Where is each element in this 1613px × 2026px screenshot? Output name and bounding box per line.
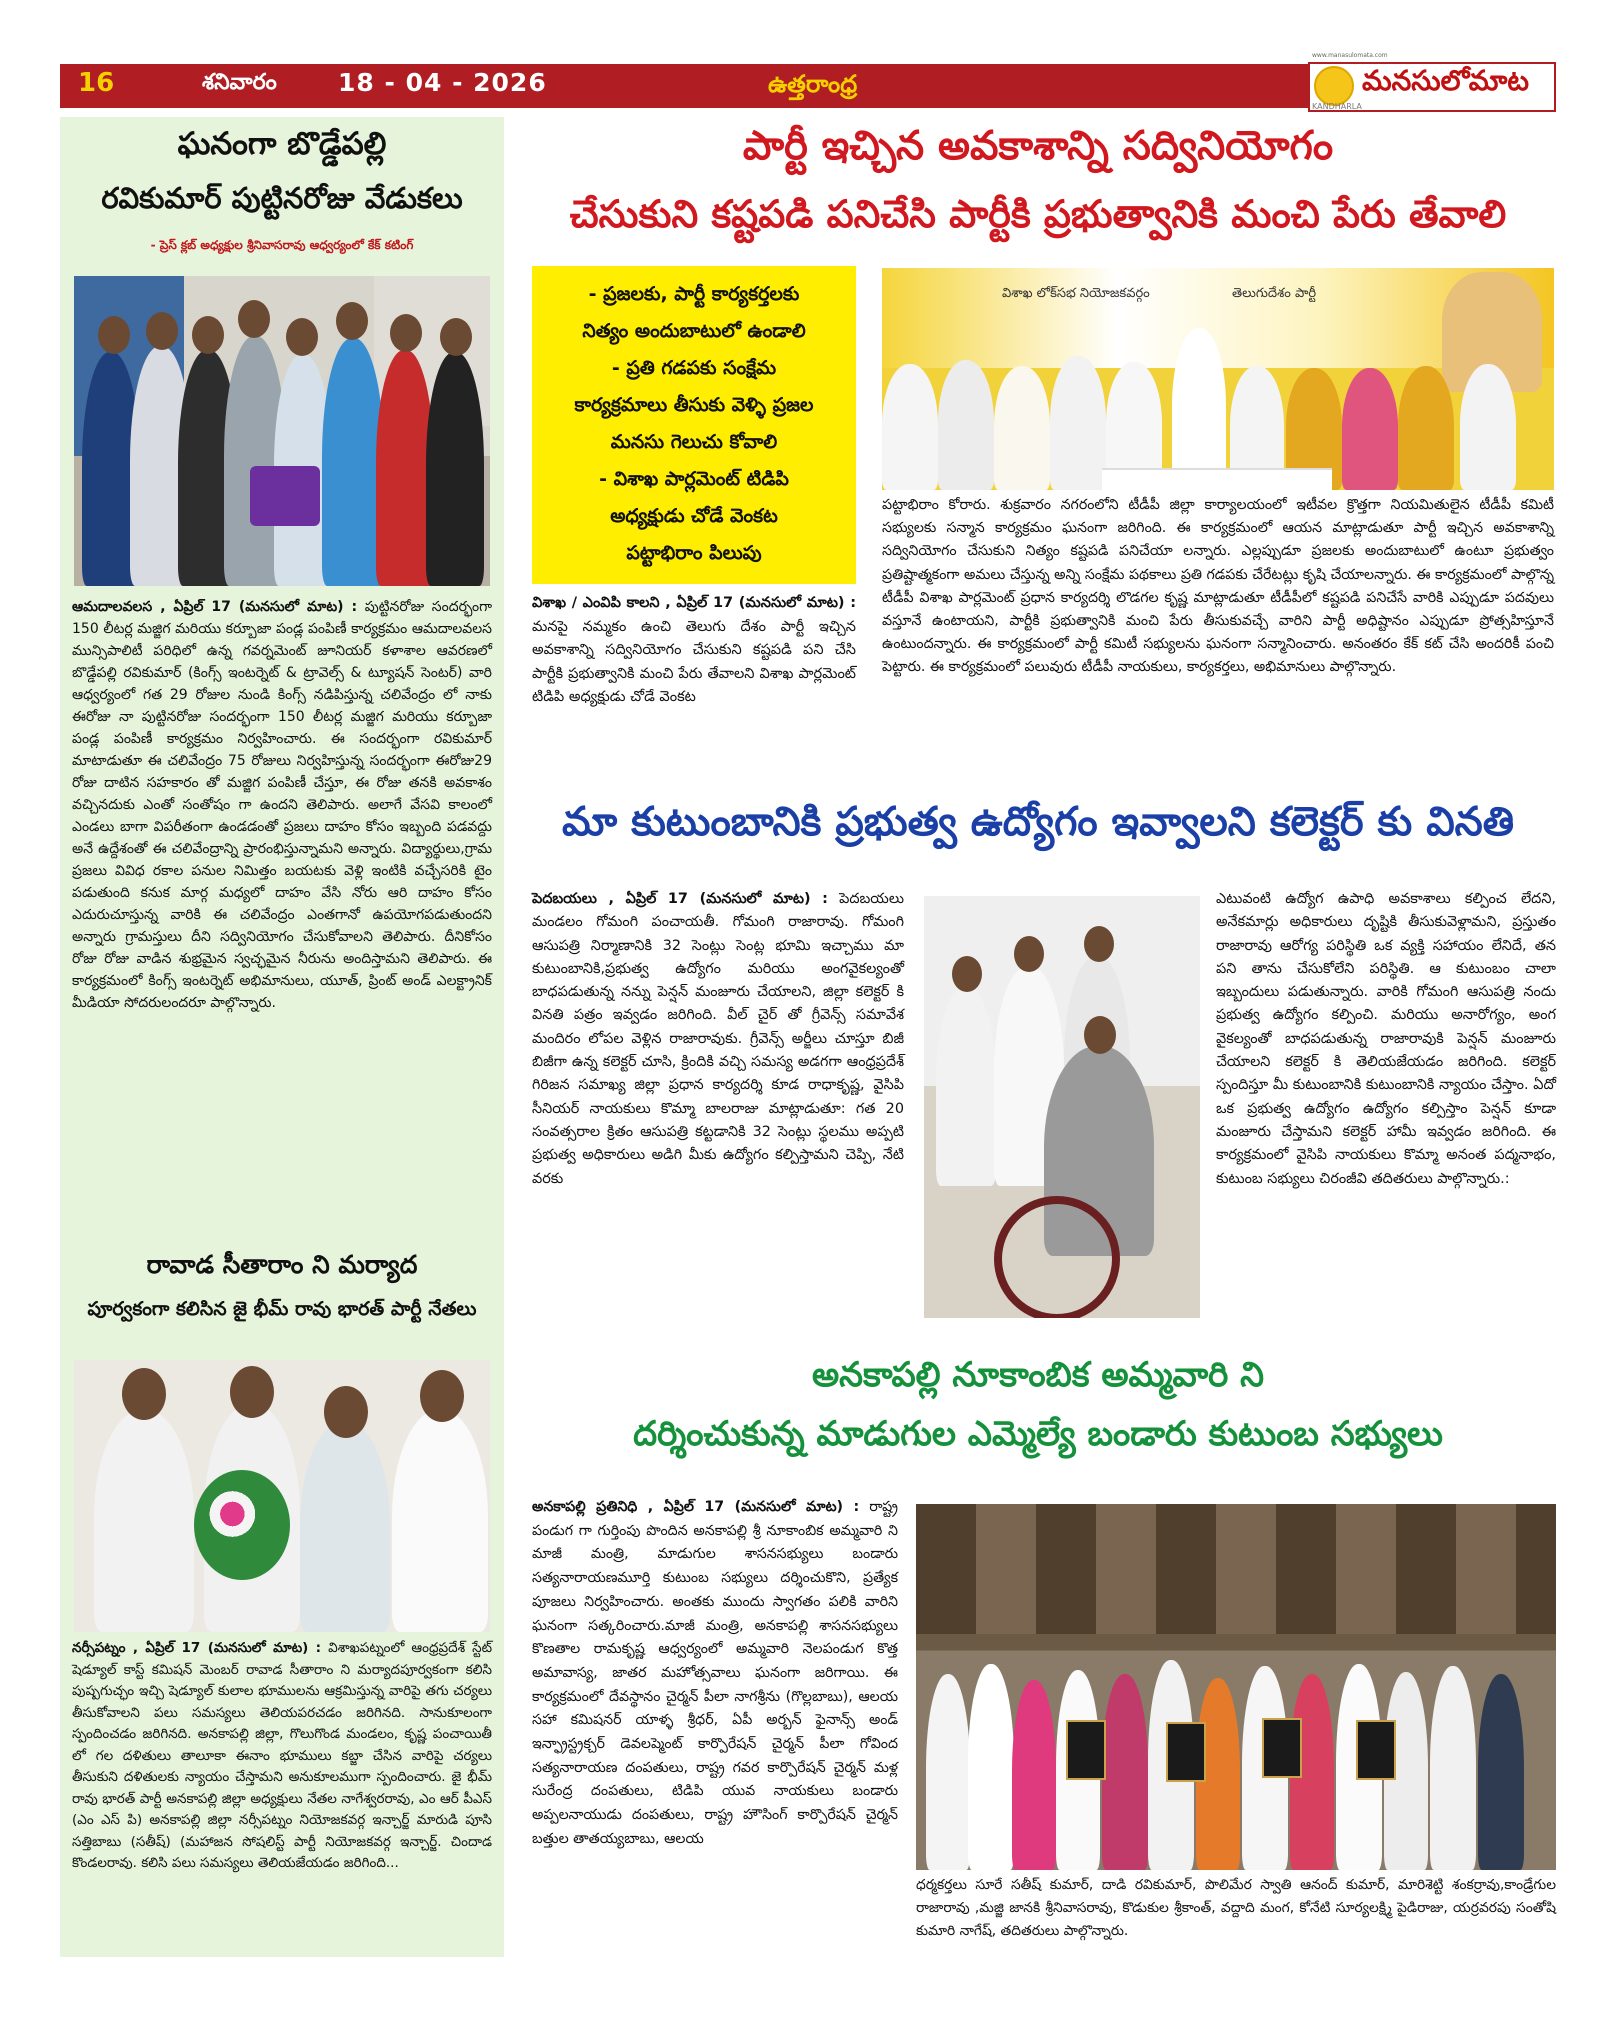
temple-photo-caption: ధర్మకర్తలు సూరే సతీష్ కుమార్, దాడి రవికుమార్, పొలిమేర స్వాతి ఆనంద్ కుమార్, మారిశెట్టి శంకర్రావు,కాండ్రేగుల రాజారావు ,మజ్జి జానకి శ్రీనివాసరావు, కొడుకుల శ్రీకాంత్, వద్దాది మంగ, కోనేటి సూర్యలక్ష్మి పైడిరాజు, యర్రవరపు సంతోషి కుమారి నాగేష్, తదితరులు పాల్గొన్నారు. [916,1877,1556,1939]
left-article2-dateline: నర్సీపట్నం , ఏప్రిల్ 17 (మనసులో మాట) : [72,1640,322,1656]
logo-portrait-icon [1314,66,1354,106]
tdp-highlight-line: - ప్రతి గడపకు సంక్షేమ [611,357,777,379]
tdp-headline-line2: చేసుకుని కష్టపడి పనిచేసి పార్టీకి ప్రభుత్వానికి మంచి పేరు తేవాలి [569,192,1507,236]
temple-body: రాష్ట్ర పండుగ గా గుర్తింపు పొందిన అనకాపల్లి శ్రీ నూకాంబిక అమ్మవారి ని మాజీ మంత్రి, మాడుగుల శాసనసభ్యులు బండారు సత్యనారాయణమూర్తి కుటుంబ సభ్యులు దర్శించుకొని, ప్రత్యేక పూజలు నిర్వహించారు. అంతకు ముందు స్వాగతం పలికి వారిని ఘనంగా సత్కరించారు.మాజీ మంత్రి, అనకాపల్లి శాసనసభ్యులు కొణతాల రామకృష్ణ ఆధ్వర్యంలో అమ్మవారి నెలపండుగ కొత్త అమావాస్య, జాతర మహోత్సవాలు ఘనంగా జరిగాయి. ఈ కార్యక్రమంలో దేవస్థానం చైర్మన్ పీలా నాగశ్రీను (గొల్లబాబు), ఆలయ సహా కమిషనర్ యాళ్ళ శ్రీధర్, ఏపీ అర్బన్ ఫైనాన్స్ అండ్ ఇన్ఫ్రాస్ట్రక్చర్ డెవలప్మెంట్ కార్పొరేషన్ చైర్మన్ పీలా గోవింద సత్యనారాయణ దంపతులు, రాష్ట్ర గవర కార్పొరేషన్ చైర్మన్ మళ్ల సురేంద్ర దంపతులు, టిడిపి యువ నాయకులు బండారు అప్పలనాయుడు దంపతులు, రాష్ట్ర హౌసింగ్ కార్పొరేషన్ చైర్మన్ బత్తుల తాతయ్యబాబు, ఆలయ [532,1499,898,1847]
tdp-left-body-wrapper [532,592,856,710]
logo-subtitle: KANDHARLA [1312,102,1362,111]
tdp-headline-line1: పార్టీ ఇచ్చిన అవకాశాన్ని సద్వినియోగం [742,123,1334,169]
job-body-left: పెదబయలు మండలం గోమంగి పంచాయతీ. గోమంగి రాజారావు. గోమంగి ఆసుపత్రి నిర్మాణానికి 32 సెంట్లు సెంట్ల భూమి ఇచ్చాము మా కుటుంబానికి,ప్రభుత్వ ఉద్యోగం మరియు అంగవైకల్యంతో బాధపడుతున్న నన్ను పెన్షన్ మంజూరు చేయాలని, జిల్లా కలెక్టర్ కి వినతి పత్రం ఇవ్వడం జరిగింది. వీల్ చైర్ తో గ్రీవెన్స్ సమావేశ మందిరం లోపల వెళ్లిన రాజారావుకు. గ్రీవెన్స్ అర్జీలు చూస్తూ బిజీ బిజీగా ఉన్న కలెక్టర్ చూసి, క్రిందికి వచ్చి సమస్య అడగగా ఆంధ్రప్రదేశ్ గిరిజన సమాఖ్య జిల్లా ప్రధాన కార్యదర్శి కూడ రాధాకృష్ణ, వైసిపి సీనియర్ నాయకులు కొమ్మా బాలరాజు మాట్లాడుతూ: గత 20 సంవత్సరాల క్రితం ఆసుపత్రి కట్టడానికి 32 సెంట్లు స్థలము అప్పటి ప్రభుత్వ అధికారులు అడిగి మీకు ఉద్యోగం కల్పిస్తామని చెప్పి, నేటి వరకు [532,891,904,1187]
left-article2-body-wrapper [72,1638,492,1875]
job-headline: మా కుటుంబానికి ప్రభుత్వ ఉద్యోగం ఇవ్వాలని కలెక్టర్ కు వినతి [562,799,1514,845]
temple-body-wrapper [532,1496,898,1852]
temple-headline-line2: దర్శించుకున్న మాడుగుల ఎమ్మెల్యే బండారు కుటుంబ సభ్యులు [633,1414,1443,1454]
left-article1-body-wrapper [72,596,492,1014]
tdp-highlight-line: పట్టాభిరాం పిలుపు [626,542,762,564]
temple-visit-photo [916,1504,1556,1870]
logo-title: మనసులోమాట [1362,64,1529,97]
collector-grievance-photo [924,896,1200,1318]
tdp-banner-text-2: తెలుగుదేశం పార్టీ [1232,286,1317,301]
job-left-body-wrapper [532,888,904,1191]
job-dateline: పెదబయలు , ఏప్రిల్ 17 (మనసులో మాట) : [532,891,828,907]
job-body-right: ఎటువంటి ఉద్యోగ ఉపాధి అవకాశాలు కల్పించ లేదని, అనేకమార్లు అధికారులు దృష్టికి తీసుకువెళ్లామని, ప్రస్తుతం రాజారావు ఆరోగ్య పరిస్థితి ఒక వ్యక్తి సహాయం లేనిదే, తన పని తాను చేసుకోలేని పరిస్థితి. ఆ కుటుంబం చాలా ఇబ్బందులు పడుతున్నారు. వారికి గోమంగి ఆసుపత్రి నందు ప్రభుత్వ ఉద్యోగం కల్పించి. మరియు అనారోగ్యం, అంగ వైకల్యంతో బాధపడుతున్న రాజారావుకి పెన్షన్ మంజూరు చేయాలని కలెక్టర్ కి తెలియజేయడం జరిగింది. కలెక్టర్ స్పందిస్తూ మీ కుటుంబానికి కుటుంబానికి న్యాయం చేస్తాం. ఏదో ఒక ప్రభుత్వ ఉద్యోగం ఉద్యోగం కల్పిస్తాం పెన్షన్ కూడా మంజూరు చేస్తామని కలెక్టర్ హామీ ఇవ్వడం జరిగింది. ఈ కార్యక్రమంలో వైసిపి నాయకులు కొమ్మా అనంత పద్మనాభం, కుటుంబ సభ్యులు చిరంజీవి తదితరులు పాల్గొన్నారు.: [1216,891,1556,1187]
tdp-body-left: మనపై నమ్మకం ఉంచి తెలుగు దేశం పార్టీ ఇచ్చిన అవకాశాన్ని సద్వినియోగం చేసుకుని కష్టపడి పని చేసి పార్టీకి ప్రభుత్వానికి మంచి పేరు తేవాలని విశాఖ పార్లమెంట్ టిడిపి అధ్యక్షుడు చోడే వెంకట [532,618,856,705]
tdp-body-right: పట్టాభిరాం కోరారు. శుక్రవారం నగరంలోని టీడీపీ జిల్లా కార్యాలయంలో ఇటీవల క్రొత్తగా నియమితులైన టీడీపీ కమిటీ సభ్యులకు సన్మాన కార్యక్రమం ఘనంగా జరిగింది. ఈ కార్యక్రమంలో ఆయన మాట్లాడుతూ పార్టీ ఇచ్చిన అవకాశాన్ని సద్వినియోగం చేసుకుని నిత్యం కష్టపడి పనిచేయా లన్నారు. ఎల్లప్పుడూ ప్రజలకు అందుబాటులో ఉంటూ ప్రభుత్వం ప్రతిష్టాత్మకంగా అమలు చేస్తున్న అన్ని సంక్షేమ పథకాలు ప్రతి గడపకు చేరేటట్లు కృషి చేయాలన్నారు. ఈ కార్యక్రమంలో పాల్గొన్న టీడీపీ విశాఖ పార్లమెంట్ ప్రధాన కార్యదర్శి లొడగల కృష్ణ మాట్లాడుతూ టీడీపీలో కష్టపడి పనిచేసే వారికి ఎప్పుడూ పదవులు వస్తూనే ఉంటాయని, పార్టీకి ప్రభుత్వానికి మంచి పేరు తీసుకువచ్చే వారిని పార్టీ అధిష్టానం ఎప్పుడూ ప్రోత్సహిస్తూనే ఉంటుందన్నారు. ఈ కార్యక్రమంలో పార్టీ కమిటీ సభ్యులను ఘనంగా సన్మానించారు. అనంతరం కేక్ కట్ చేసి అందరికీ పంచి పెట్టారు. ఈ కార్యక్రమంలో పలువురు టీడీపీ నాయకులు, కార్యకర్తలు, అభిమానులు పాల్గొన్నారు. [882,497,1554,676]
left-article2-headline-line2: పూర్వకంగా కలిసిన జై భీమ్ రావు భారత్ పార్టీ నేతలు [87,1298,477,1320]
wheelchair-icon [994,1196,1120,1318]
left-article1-subhead: - ప్రెస్ క్లబ్ అధ్యక్షుల శ్రీనివాసరావు ఆధ్వర్యంలో కేక్ కటింగ్ [150,238,414,252]
section-name: ఉత్తరాంధ్ర [768,70,858,98]
tdp-meeting-photo [882,268,1554,490]
birthday-group-photo [74,276,490,586]
tdp-dateline: విశాఖ / ఎంవిపి కాలని , ఏప్రిల్ 17 (మనసులో మాట) : [532,595,856,611]
bouquet-meeting-photo [74,1360,490,1632]
tdp-highlight-line: అధ్యక్షుడు చోడే వెంకట [610,505,778,527]
left-article1-headline-line2: రవికుమార్ పుట్టినరోజు వేడుకలు [101,181,463,215]
page-date: 18 - 04 - 2026 [338,68,547,97]
tdp-highlight-line: మనసు గెలుచు కోవాలి [610,431,778,453]
tdp-highlight-box [532,266,856,584]
page-number: 16 [78,68,115,98]
tdp-highlights [540,276,848,572]
left-article2-headline-line1: రావాడ సీతారాం ని మర్యాద [146,1250,418,1279]
left-article2-body: విశాఖపట్నంలో ఆంధ్రప్రదేశ్ స్టేట్ షెడ్యూల్ కాస్ట్ కమిషన్ మెంబర్ రావాడ సీతారాం ని మర్యాదపూర్వకంగా కలిసి పుష్పగుచ్ఛం ఇచ్చి షెడ్యూల్ కులాల భూములను ఆక్రమిస్తున్న వారిపై తగు చర్యలు తీసుకోవాలని పలు సమస్యలు తెలియపరచడం జరిగినది. సానుకూలంగా స్పందించడం జరిగినది. అనకాపల్లి జిల్లా, గొలుగొండ మండలం, కృష్ణ పంచాయితీ లో గల దళితులు తాలూకా ఈనాం భూములు కబ్జా చేసిన వారిపై చర్యలు తీసుకుని దళితులకు న్యాయం చేస్తామని అనుకూలముగా స్పందించారు. జై భీమ్ రావు భారత్ పార్టీ అనకాపల్లి జిల్లా అధ్యక్షులు నేతల నాగేశ్వరరావు, ఎం ఆర్ పీఎస్ (ఎం ఎస్ పి) అనకాపల్లి జిల్లా నర్సీపట్నం నియోజకవర్గ ఇన్చార్జ్ మారుడి పూసి సత్తిబాబు (సతీష్) (మహాజన సోషలిస్ట్ పార్టీ నియోజకవర్గ ఇన్చార్జ్. చిందాడ కొండలరావు. కలిసి పలు సమస్యలు తెలియజేయడం జరిగింది... [72,1640,493,1871]
temple-headline-line1: అనకాపల్లి నూకాంబిక అమ్మవారి ని [811,1355,1265,1395]
tdp-highlight-line: - ప్రజలకు, పార్టీ కార్యకర్తలకు [588,283,800,305]
left-article1-body: పుట్టినరోజు సందర్భంగా 150 లీటర్ల మజ్జిగ మరియు కర్బూజా పండ్ల పంపిణీ కార్యక్రమం ఆమదాలవలస మున్సిపాలిటీ పరిధిలో ఉన్న గవర్నమెంట్ జూనియర్ కళాశాల ఆవరణలో బొడ్డేపల్లి రవికుమార్ (కింగ్స్ ఇంటర్నెట్ & ట్రావెల్స్ & ట్యూషన్ సెంటర్) వారి ఆధ్వర్యంలో గత 29 రోజుల నుండి కింగ్స్ నడిపిస్తున్న చలివేంద్రం లో నాకు ఈరోజు నా పుట్టినరోజు సందర్భంగా 150 లీటర్ల మజ్జిగ మరియు కర్బూజా పండ్ల పంపిణీ కార్యక్రమం నిర్వహించారు. ఈ సందర్భంగా రవికుమార్ మాటాడుతూ ఈ చలివేంద్రం 75 రోజులు నిర్వహిస్తున్న సందర్భంగా ఈరోజు29 రోజు దాటిన సహకారం తో మజ్జిగ పంపిణీ చేస్తూ, ఈ రోజు తనకి అవకాశం వచ్చినదుకు ఎంతో సంతోషం గా ఉందని తెలిపారు. అలాగే వేసవి కాలంలో ఎండలు బాగా విపరీతంగా ఉండడంతో ప్రజలు దాహం కోసం ఇబ్బంది పడవద్దు అనే ఉద్దేశంతో ఈ చలివేంద్రాన్ని ప్రారంభిస్తున్నామని అన్నారు. విద్యార్థులు,గ్రామ ప్రజలు వివిధ రకాల పనుల నిమిత్తం బయటకు వెళ్లి ఇంటికి వచ్చేసరికి టైం పడుతుంది కనుక మార్గ మధ్యలో దాహం వేసి నోరు ఆరి దాహం కోసం ఎదురుచూస్తున్న వారికి ఈ చలివేంద్రం ఎంతగానో ఉపయోగపడుతుందని అన్నారు గ్రామస్తులు దీని సద్వినియోగం చేసుకోవాలని తెలిపారు. దీనికోసం రోజు రోజు వాడిన శుభ్రమైన స్వచ్ఛమైన నీరును అందిస్తామని తెలిపారు. ఈ కార్యక్రమంలో కింగ్స్ ఇంటర్నెట్ అభిమానులు, యూత్, ప్రింట్ అండ్ ఎలక్ట్రానిక్ మీడియా సోదరులందరూ పాల్గొన్నారు. [72,599,492,1011]
left-article1-dateline: ఆమదాలవలస , ఏప్రిల్ 17 (మనసులో మాట) : [72,599,358,615]
tdp-banner-text-1: విశాఖ లోక్‌సభ నియోజకవర్గం [1002,286,1150,301]
left-article1-headline-line1: ఘనంగా బొడ్డేపల్లి [177,126,387,162]
tdp-highlight-line: నిత్యం అందుబాటులో ఉండాలి [582,320,806,342]
logo-url: www.manasulomata.com [1312,52,1388,59]
temple-dateline: అనకాపల్లి ప్రతినిధి , ఏప్రిల్ 17 (మనసులో మాట) : [532,1499,860,1515]
page-day: శనివారం [202,70,277,95]
tdp-highlight-line: - విశాఖ పార్లమెంట్ టిడిపి [599,468,789,490]
tdp-highlight-line: కార్యక్రమాలు తీసుకు వెళ్ళి ప్రజల [574,394,814,416]
